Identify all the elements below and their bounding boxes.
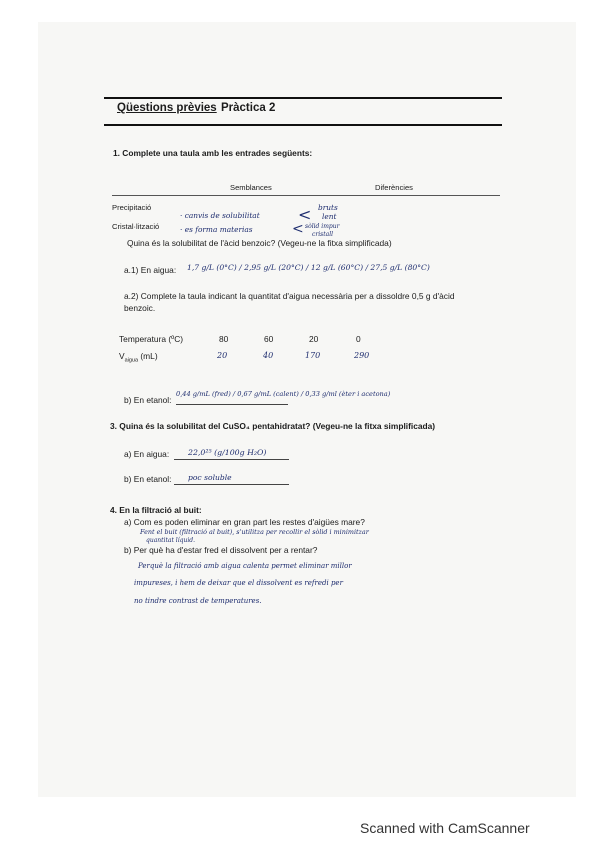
temp-value-2: 60 xyxy=(264,334,274,344)
hw-diff-1b: lent xyxy=(322,212,337,221)
hw-semblance-1: · canvis de solubilitat xyxy=(180,211,260,220)
q4-b-answer-1: Perquè la filtració amb aigua calenta permet eliminar millor xyxy=(138,562,352,570)
bracket-1: < xyxy=(298,205,312,224)
bracket-2: < xyxy=(292,221,304,237)
q3-a-underline xyxy=(174,459,289,460)
temp-row-label: Temperatura (ºC) xyxy=(119,334,184,344)
q2-a1-answer: 1,7 g/L (0°C) / 2,95 g/L (20°C) / 12 g/L (60°C) / 27,5 g/L (80°C) xyxy=(187,263,430,272)
q2-b-underline xyxy=(176,404,288,405)
col-header-semblances: Semblances xyxy=(230,183,272,192)
temp-value-1: 80 xyxy=(219,334,229,344)
q2-b-answer: 0,44 g/mL (fred) / 0,67 g/mL (calent) / 0,33 g/ml (èter i acetona) xyxy=(176,390,391,398)
q4-a-question: a) Com es poden eliminar en gran part les restes d'aigües mare? xyxy=(124,517,365,527)
q2-b-label: b) En etanol: xyxy=(124,395,172,405)
q4-b-answer-3: no tindre contrast de temperatures. xyxy=(134,597,262,605)
q3-b-underline xyxy=(174,484,289,485)
volume-value-4: 290 xyxy=(354,351,370,360)
hw-diff-1a: bruts xyxy=(318,203,338,212)
volume-label-sub: aigua xyxy=(124,357,139,364)
row-label-cristallitzacio: Cristal·lització xyxy=(112,222,160,231)
hw-diff-2b: cristall xyxy=(312,231,334,238)
table-header-rule xyxy=(112,195,500,196)
q4-a-answer-1: Fent el buit (filtració al buit), s'utilitza per recollir el sòlid i minimitzar xyxy=(140,528,369,536)
temp-value-3: 20 xyxy=(309,334,319,344)
question-1: 1. Complete una taula amb les entrades següents: xyxy=(113,148,313,158)
q3-a-answer: 22,0²⁵ (g/100g H₂O) xyxy=(188,448,267,457)
volume-value-1: 20 xyxy=(217,351,228,360)
page-title-underlined: Qüestions prèvies xyxy=(117,102,217,114)
question-3: 3. Quina és la solubilitat del CuSO₄ pentahidratat? (Vegeu-ne la fitxa simplificada) xyxy=(110,421,436,431)
q2-a1-label: a.1) En aigua: xyxy=(124,265,177,275)
volume-label-main: V xyxy=(119,351,125,361)
volume-value-3: 170 xyxy=(305,351,321,360)
question-2: Quina és la solubilitat de l'àcid benzoic? (Vegeu-ne la fitxa simplificada) xyxy=(127,238,392,248)
scanned-page xyxy=(38,22,576,797)
temp-value-4: 0 xyxy=(356,334,361,344)
header-bottom-rule xyxy=(104,124,502,126)
q2-a2-text-2: benzoic. xyxy=(124,303,156,313)
row-label-precipitacio: Precipitació xyxy=(112,203,152,212)
volume-label-unit: (mL) xyxy=(138,351,158,361)
q4-b-answer-2: impureses, i hem de deixar que el dissolvent es refredi per xyxy=(134,579,343,587)
hw-semblance-2: · es forma materias xyxy=(180,225,253,234)
question-4: 4. En la filtració al buit: xyxy=(110,505,202,515)
q3-b-answer: poc soluble xyxy=(188,473,232,482)
volume-row-label xyxy=(119,351,158,364)
q2-a2-text-1: a.2) Complete la taula indicant la quantitat d'aigua necessària per a dissoldre 0,5 g d'àcid xyxy=(124,291,455,301)
hw-diff-2a: sòlid impur xyxy=(305,223,340,230)
q4-a-answer-2: quantitat líquid. xyxy=(146,537,195,544)
q4-b-question: b) Per què ha d'estar fred el dissolvent per a rentar? xyxy=(124,545,318,555)
q3-a-label: a) En aigua: xyxy=(124,449,170,459)
volume-value-2: 40 xyxy=(263,351,274,360)
page-title: Pràctica 2 xyxy=(221,102,276,114)
scanner-watermark: Scanned with CamScanner xyxy=(360,820,530,836)
top-rule xyxy=(104,97,502,99)
col-header-diferencies: Diferències xyxy=(375,183,413,192)
q3-b-label: b) En etanol: xyxy=(124,474,172,484)
